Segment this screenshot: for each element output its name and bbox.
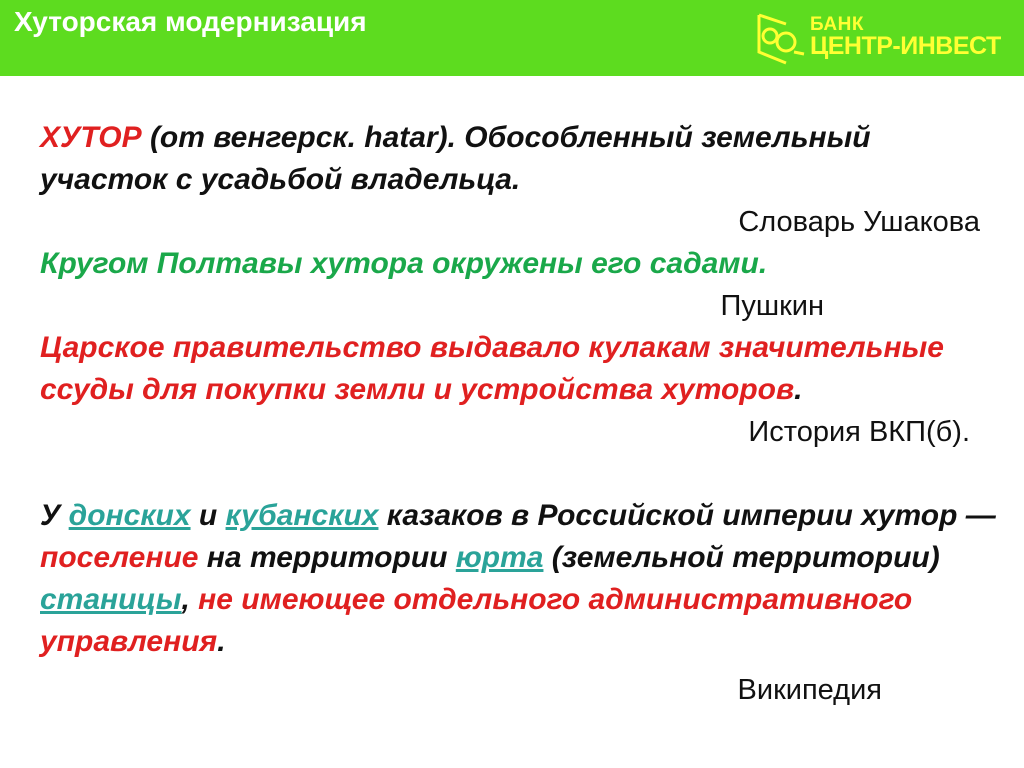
wiki-text: . (217, 625, 226, 658)
wiki-text: , (181, 583, 199, 616)
definition-paragraph (40, 117, 1000, 201)
wiki-text: (земельной территории) (543, 541, 940, 574)
slide-body (40, 117, 1000, 711)
page-title: Хуторская модернизация (14, 6, 367, 37)
wiki-paragraph (40, 495, 1000, 663)
link-stanitsy[interactable]: станицы (40, 583, 182, 616)
history-source: История ВКП(б). (748, 416, 970, 448)
link-yurta[interactable]: юрта (455, 541, 544, 574)
history-text: Царское правительство выдавало кулакам значительные ссуды для покупки земли и устройства хуторов (40, 331, 944, 406)
header-bar (0, 0, 1024, 76)
bank-logo (756, 12, 1006, 66)
wiki-source: Википедия (737, 674, 882, 706)
wiki-text: и (190, 499, 226, 532)
definition-source: Словарь Ушакова (738, 206, 980, 238)
wiki-red-admin: не имеющее отдельного административного управления (40, 583, 913, 658)
link-donskih[interactable]: донских (68, 499, 191, 532)
pushkin-quote: Кругом Полтавы хутора окружены его садами. (40, 247, 768, 280)
definition-term: ХУТОР (40, 121, 142, 154)
definition-text: (от венгерск. hatar). Обособленный земельный участок с усадьбой владельца. (40, 121, 871, 196)
wiki-text: на территории (198, 541, 456, 574)
wiki-text: казаков в Российской империи хутор — (378, 499, 996, 532)
logo-line-name: ЦЕНТР-ИНВЕСТ (810, 32, 1001, 60)
history-period: . (794, 373, 803, 406)
spacer (40, 453, 1000, 495)
logo-line-bank: БАНК (810, 14, 864, 35)
link-kubanskih[interactable]: кубанских (225, 499, 379, 532)
wiki-red-settlement: поселение (40, 541, 199, 574)
bank-logo-icon (756, 12, 806, 66)
wiki-text: У (40, 499, 69, 532)
quote-source: Пушкин (720, 290, 824, 322)
history-paragraph (40, 327, 1000, 411)
